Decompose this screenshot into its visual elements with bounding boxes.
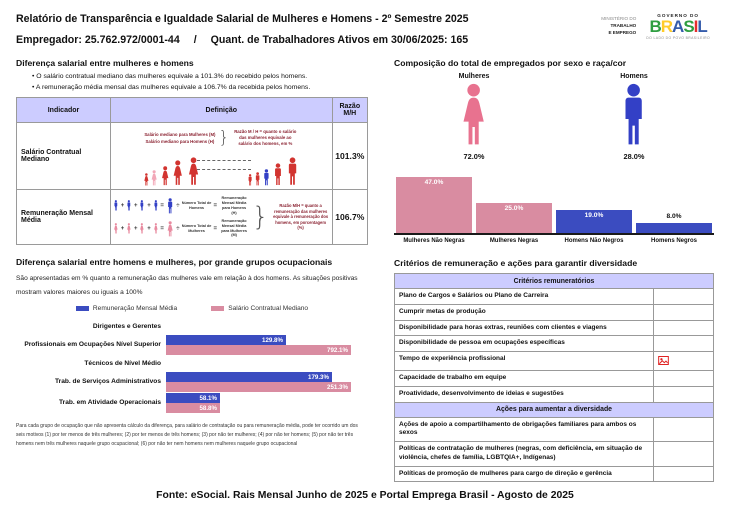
median-women-label: Salário mediano para Mulheres (M) <box>144 132 216 137</box>
bar-value-label: 25.0% <box>504 205 524 212</box>
figure-value: 72.0% <box>463 152 485 161</box>
header-text <box>16 13 469 46</box>
value-bar: 58.1% <box>166 393 220 403</box>
figure-value: 28.0% <box>623 152 645 161</box>
legend-swatch-blue <box>76 306 89 311</box>
person-icon <box>254 172 261 186</box>
person-icon <box>160 166 170 186</box>
col-definicao: Definição <box>111 98 333 123</box>
employer-id: Empregador: 25.762.972/0001-44 <box>16 34 180 46</box>
criteria-value-cell <box>653 387 713 402</box>
report-header <box>0 0 730 50</box>
bullet-item: • O salário contratual mediano das mulheres equivale a 101.3% do recebido pelos homens. <box>32 73 308 80</box>
person-icon <box>285 157 300 186</box>
legend-swatch-pink <box>211 306 224 311</box>
indicator-label: Remuneração Mensal Média <box>17 190 111 245</box>
women-formula: + + + = ÷ Número Total de Mulheres = Remuneração Mensal Média para Mulheres (M) <box>113 219 249 239</box>
composition-bar <box>396 177 472 233</box>
col-indicador: Indicador <box>17 98 111 123</box>
criteria-row <box>395 371 713 387</box>
occupation-bars <box>166 393 358 413</box>
legend-label: Salário Contratual Mediano <box>228 305 309 313</box>
ministry-line2: TRABALHO <box>610 23 637 29</box>
person-icon <box>186 157 201 186</box>
criteria-row <box>395 467 713 482</box>
bar-category-label: Homens Negros <box>650 238 697 244</box>
active-workers: Quant. de Trabalhadores Ativos em 30/06/2025: 165 <box>210 34 469 46</box>
composition-categories <box>394 238 714 244</box>
person-icon <box>139 200 145 211</box>
person-icon <box>166 198 174 214</box>
criteria-label: Políticas de promoção de mulheres para cargo de direção e gerência <box>399 469 612 477</box>
criteria-value-cell <box>653 371 713 386</box>
formula-average-label: Remuneração Mensal Média para Mulheres (M) <box>221 218 247 238</box>
content-columns <box>0 50 730 482</box>
ratio-note: Razão M / H = quanto o salário das mulheres equivale ao salário dos homens, em % <box>234 129 297 146</box>
composition-title: Composição do total de empregados por sexo e raça/cor <box>394 58 627 68</box>
composition-bar <box>476 203 552 233</box>
criteria-label: Ações de apoio a compartilhamento de obrigações familiares para ambos os sexos <box>399 420 637 437</box>
criteria-label: Disponibilidade de pessoa em ocupações específicas <box>399 339 565 347</box>
chart-legend <box>16 305 368 312</box>
sex-figures <box>394 73 714 161</box>
brace-glyph: } <box>252 202 269 233</box>
person-icon <box>139 223 145 234</box>
indicator-label: Salário Contratual Mediano <box>17 123 111 190</box>
person-icon <box>272 163 284 186</box>
ministry-logo <box>601 16 636 37</box>
person-icon <box>247 174 253 186</box>
occupation-row <box>16 319 368 334</box>
indicator-table-header-row <box>17 98 368 123</box>
formula-total-label: Número Total de Mulheres <box>181 223 212 233</box>
formula-total-label: Número Total de Homens <box>181 200 212 210</box>
criteria-table <box>394 273 714 482</box>
definition-diagram-2 <box>111 190 333 245</box>
legend-label: Remuneração Mensal Média <box>92 305 178 313</box>
figure-label: Mulheres <box>458 73 490 80</box>
criteria-row <box>395 289 713 305</box>
formula-average-label: Remuneração Mensal Média para Homens (H) <box>221 196 247 215</box>
value-bar: 792.1% <box>166 345 351 355</box>
source-footer: Fonte: eSocial. Rais Mensal Junho de 2025 e Portal Emprega Brasil - Agosto de 2025 <box>156 490 574 502</box>
person-icon <box>150 170 158 186</box>
value-bar: 251.3% <box>166 382 351 392</box>
ratio-note: Razão M/H = quanto a remuneração das mulheres equivale à remuneração dos homens, em porcentagem (%) <box>273 203 329 231</box>
composition-bar-column <box>396 173 472 233</box>
criteria-label: Tempo de experiência profissional <box>399 355 506 363</box>
criteria-label: Disponibilidade para horas extras, reuniões com clientes e viagens <box>399 323 607 331</box>
composition-bar <box>636 223 712 233</box>
criteria-value-cell <box>653 336 713 351</box>
page-title: Relatório de Transparência e Igualdade Salarial de Mulheres e Homens - 2º Semestre 2025 <box>16 13 469 25</box>
brasil-logo-icon: BRASIL <box>649 17 707 36</box>
occupation-bars <box>166 372 358 392</box>
composition-bar-column <box>556 173 632 233</box>
male-icon <box>574 83 694 147</box>
person-icon <box>262 169 271 186</box>
bar-value-label: 8.0% <box>666 213 682 220</box>
criteria-section-header: Critérios remuneratórios <box>395 274 713 289</box>
occupation-row <box>16 335 368 355</box>
criteria-value-cell <box>653 467 713 482</box>
ministry-line1: MINISTÉRIO DO <box>601 16 637 22</box>
ministry-line3: E EMPREGO <box>608 29 637 35</box>
occupation-bars <box>166 335 358 355</box>
government-logo <box>646 13 710 40</box>
criteria-row <box>395 305 713 321</box>
person-icon <box>153 223 159 234</box>
occupation-row <box>16 372 368 392</box>
value-bar: 179.3% <box>166 372 332 382</box>
criteria-row <box>395 336 713 352</box>
col-razao: Razão M/H <box>332 98 367 123</box>
criteria-row <box>395 321 713 337</box>
logos <box>601 13 710 40</box>
ratio-value: 106.7% <box>332 190 367 245</box>
criteria-label: Políticas de contratação de mulheres (negras, com deficiência, em situação de violência, chefes de família, LGBTQIA+, Indígenas) <box>399 445 643 461</box>
occupation-label: Profissionais em Ocupações Nível Superior <box>24 341 161 349</box>
composition-bar-column <box>476 173 552 233</box>
legend-item-mensal <box>76 305 177 312</box>
salary-gap-bullets <box>32 73 368 91</box>
criteria-row <box>395 387 713 403</box>
men-formula: + + + = ÷ Número Total de Homens = Remuneração Mensal Média para Homens (H) <box>113 196 249 216</box>
criteria-label: Proatividade, desenvolvimento de ideias e sugestões <box>399 389 564 397</box>
person-icon <box>153 200 159 211</box>
criteria-section-header: Ações para aumentar a diversidade <box>395 403 713 418</box>
female-figure-icon <box>457 83 490 147</box>
person-icon <box>143 173 150 186</box>
women-group-icons <box>143 157 201 186</box>
occupation-row <box>16 393 368 413</box>
gov-top-label: GOVERNO DO <box>657 13 699 18</box>
bullet-item: • A remuneração média mensal das mulheres equivale a 106.7% da recebida pelos homens. <box>32 84 311 91</box>
legend-item-mediano <box>211 305 308 312</box>
criteria-row <box>395 418 713 443</box>
occupational-title: Diferença salarial entre homens e mulheres, por grande grupos ocupacionais <box>16 257 333 268</box>
criteria-value-cell <box>653 289 713 304</box>
person-icon <box>113 223 119 234</box>
table-row-salario-mediano <box>17 123 368 190</box>
composition-bar-column <box>636 173 712 233</box>
occupation-label: Técnicos de Nível Médio <box>84 359 161 367</box>
criteria-label: Cumprir metas de produção <box>399 307 486 315</box>
men-group-icons <box>247 157 300 186</box>
criteria-value-cell <box>653 418 713 442</box>
female-icon <box>414 83 534 147</box>
separator: / <box>193 34 197 46</box>
bar-category-label: Homens Não Negros <box>564 238 624 244</box>
median-men-label: Salário mediano para Homens (H) <box>145 139 215 144</box>
salary-gap-title: Diferença salarial entre mulheres e homens <box>16 58 194 68</box>
bar-category-label: Mulheres Não Negras <box>403 238 465 244</box>
composition-bar-chart <box>394 173 714 244</box>
table-row-remuneracao-media <box>17 190 368 245</box>
gov-bottom-label: DO LADO DO POVO BRASILEIRO <box>646 36 710 40</box>
person-icon <box>113 200 119 211</box>
broken-image-icon <box>658 352 669 370</box>
criteria-value-cell <box>653 442 713 466</box>
figure-women <box>414 73 534 161</box>
people-diagram <box>113 152 330 186</box>
criteria-label: Capacidade de trabalho em equipe <box>399 374 507 382</box>
occupation-row <box>16 356 368 371</box>
brace-glyph: } <box>218 128 230 148</box>
occupation-label: Trab. em Atividade Operacionais <box>59 399 161 407</box>
figure-label: Homens <box>620 73 648 80</box>
value-bar: 58.8% <box>166 403 220 413</box>
composition-bar <box>556 210 632 233</box>
person-icon <box>171 160 185 186</box>
criteria-row <box>395 352 713 371</box>
indicator-table <box>16 97 368 245</box>
male-figure-icon <box>617 83 650 147</box>
employer-line <box>16 34 469 46</box>
person-icon <box>166 221 174 237</box>
value-bar: 129.8% <box>166 335 286 345</box>
criteria-value-cell <box>653 352 713 370</box>
bar-value-label: 47.0% <box>424 179 444 186</box>
occupational-bar-chart <box>16 319 368 413</box>
chart-footnote: Para cada grupo de ocupação que não apresenta cálculo da diferença, para salário de contratação ou para remuneração média, pode ter ocorrido um dos seis motivos (1) por ter menos de três mulheres; (2) por ter menos de três homens; (3) por não ter mulheres; (4) por não ter homens; (5) por não ter três homens nem três mulheres naquele grupo ocupacional; (6) por não ter nem homens nem mulheres naquele grupo ocupacional <box>16 423 358 447</box>
criteria-title: Critérios de remuneração e ações para garantir diversidade <box>394 258 638 268</box>
occupation-label: Dirigentes e Gerentes <box>92 322 161 330</box>
ratio-value: 101.3% <box>332 123 367 190</box>
dashed-connector <box>201 156 247 186</box>
criteria-value-cell <box>653 305 713 320</box>
occupation-label: Trab. de Serviços Administrativos <box>54 378 161 386</box>
figure-men <box>574 73 694 161</box>
person-icon <box>126 200 132 211</box>
right-column <box>394 50 714 482</box>
bar-value-label: 19.0% <box>584 212 604 219</box>
occupational-subtitle: São apresentadas em % quanto a remuneração das mulheres vale em relação à dos homens. As situações positivas mostram valores maiores ou iguais a 100% <box>16 275 358 297</box>
left-column <box>16 50 368 482</box>
criteria-value-cell <box>653 321 713 336</box>
definition-diagram-1 <box>111 123 333 190</box>
criteria-label: Plano de Cargos e Salários ou Plano de Carreira <box>399 292 549 299</box>
person-icon <box>126 223 132 234</box>
criteria-row <box>395 442 713 467</box>
bar-category-label: Mulheres Negras <box>489 238 539 244</box>
composition-bars <box>394 173 714 235</box>
